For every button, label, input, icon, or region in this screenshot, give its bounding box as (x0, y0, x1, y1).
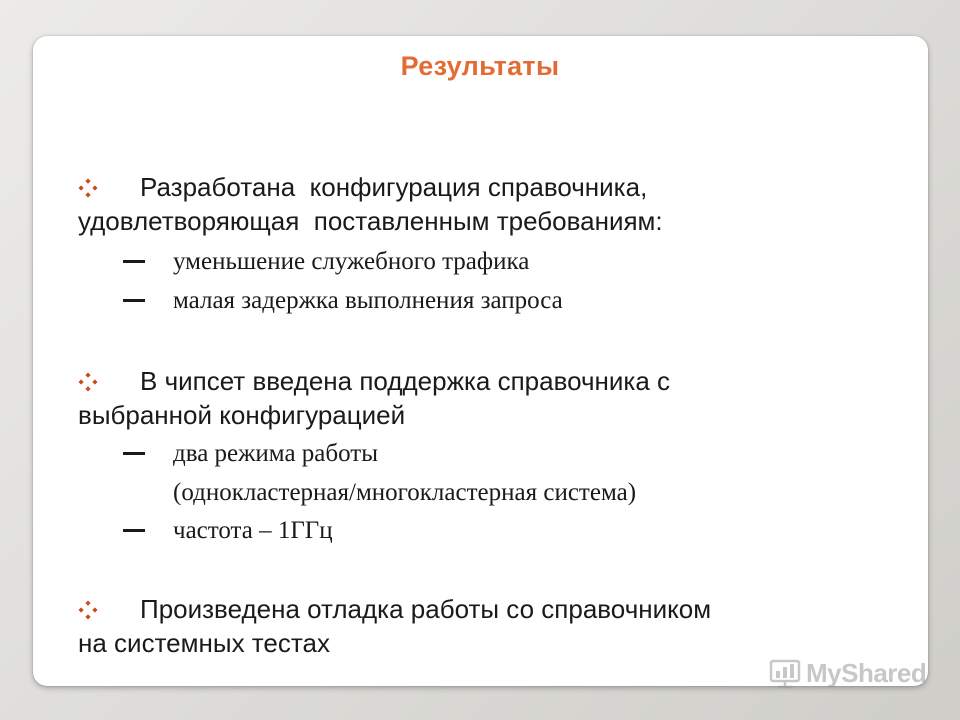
bullet-text: Разработана конфигурация справочника, (140, 172, 648, 202)
bullet-item-3 (78, 592, 858, 660)
watermark-text: MyShared (806, 657, 927, 688)
bullet-text-continued: выбранной конфигурацией (78, 400, 406, 430)
sub-item-text: два режима работы (173, 440, 378, 467)
sub-item (123, 439, 378, 469)
diamond-bullet-icon (78, 178, 98, 198)
bullet-item-1 (78, 170, 858, 238)
sub-item (123, 247, 529, 277)
dash-bullet-icon (123, 260, 145, 263)
bullet-text: В чипсет введена поддержка справочника с (140, 366, 671, 396)
watermark-logo (768, 656, 926, 690)
sub-item-text: уменьшение служебного трафика (173, 248, 530, 275)
sub-item (123, 286, 563, 316)
dash-bullet-icon (123, 299, 145, 302)
slide (33, 36, 928, 686)
bullet-text-continued: удовлетворяющая поставленным требованиям: (78, 206, 663, 236)
bullet-item-2 (78, 364, 858, 432)
sub-item (123, 516, 333, 546)
dash-bullet-icon (123, 452, 145, 455)
sub-item-text-continued: (однокластерная/многокластерная система) (173, 479, 637, 506)
sub-item-text: малая задержка выполнения запроса (173, 287, 563, 314)
bullet-text-continued: на системных тестах (78, 628, 330, 658)
slides-icon (768, 656, 802, 690)
diamond-bullet-icon (78, 600, 98, 620)
diamond-bullet-icon (78, 372, 98, 392)
dash-bullet-icon (123, 529, 145, 532)
sub-item-text: частота – 1ГГц (173, 517, 333, 544)
bullet-text: Произведена отладка работы со справочником (140, 594, 712, 624)
slide-title: Результаты (400, 51, 560, 81)
